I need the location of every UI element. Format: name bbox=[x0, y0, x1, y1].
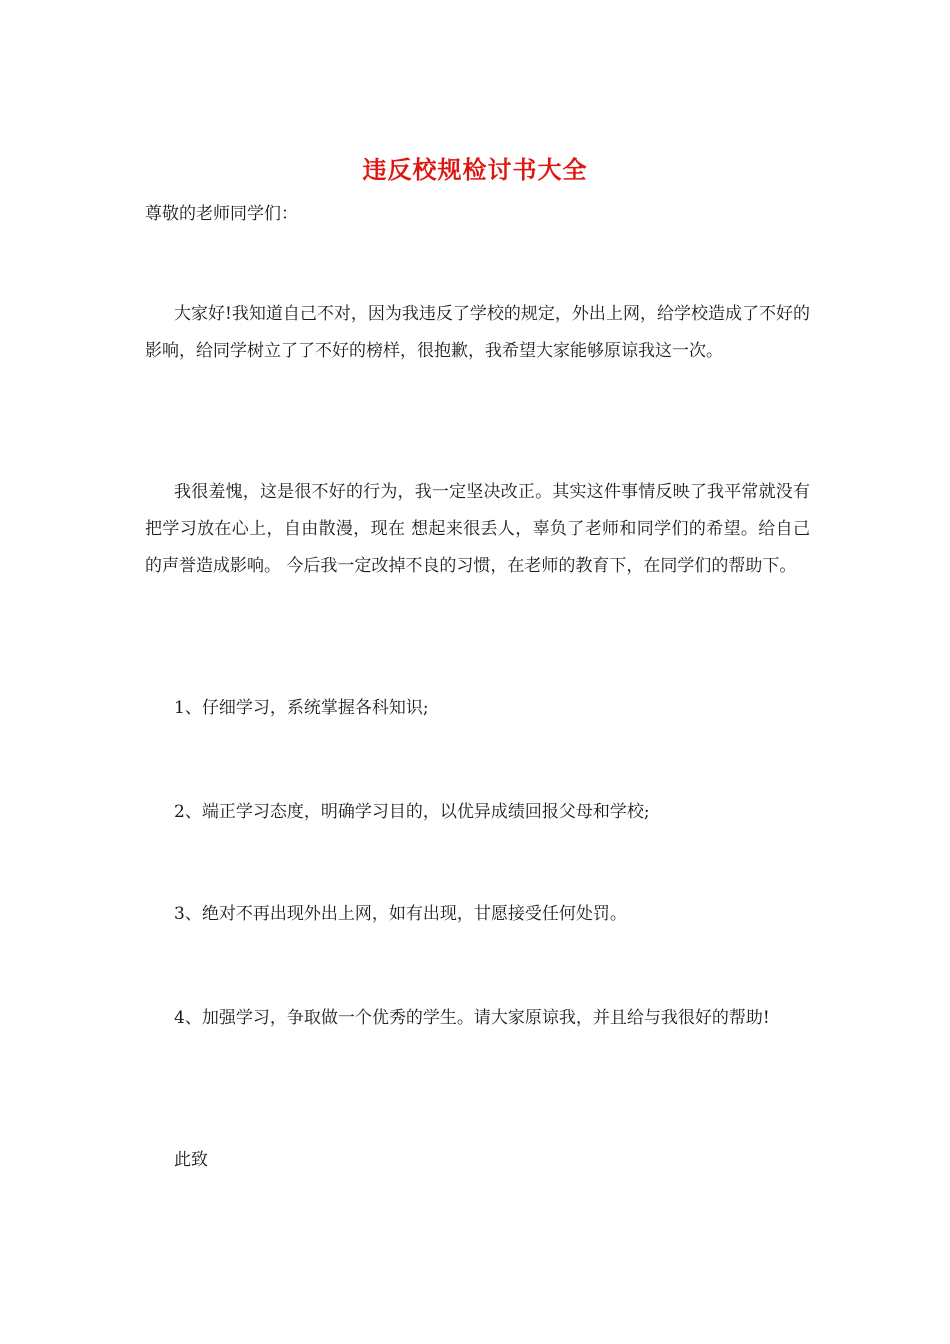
list-item-2: 2、端正学习态度，明确学习目的，以优异成绩回报父母和学校; bbox=[174, 802, 650, 822]
closing: 此致 bbox=[174, 1150, 208, 1170]
list-item-3: 3、绝对不再出现外出上网，如有出现，甘愿接受任何处罚。 bbox=[174, 904, 627, 924]
paragraph-reflection: 我很羞愧，这是很不好的行为，我一定坚决改正。其实这件事情反映了我平常就没有把学习放在心上，自由散漫，现在 想起来很丢人，辜负了老师和同学们的希望。给自己的声誉造成影响。 今后我一定改掉不良的习惯，在老师的教育下，在同学们的帮助下。 bbox=[145, 482, 810, 576]
list-item-4: 4、加强学习，争取做一个优秀的学生。请大家原谅我，并且给与我很好的帮助! bbox=[174, 1008, 770, 1028]
document-title: 违反校规检讨书大全 bbox=[362, 155, 588, 184]
salutation: 尊敬的老师同学们： bbox=[145, 204, 298, 224]
paragraph-apology: 大家好!我知道自己不对，因为我违反了学校的规定，外出上网，给学校造成了不好的影响，给同学树立了了不好的榜样，很抱歉，我希望大家能够原谅我这一次。 bbox=[145, 304, 810, 361]
list-item-1: 1、仔细学习，系统掌握各科知识; bbox=[174, 698, 429, 718]
